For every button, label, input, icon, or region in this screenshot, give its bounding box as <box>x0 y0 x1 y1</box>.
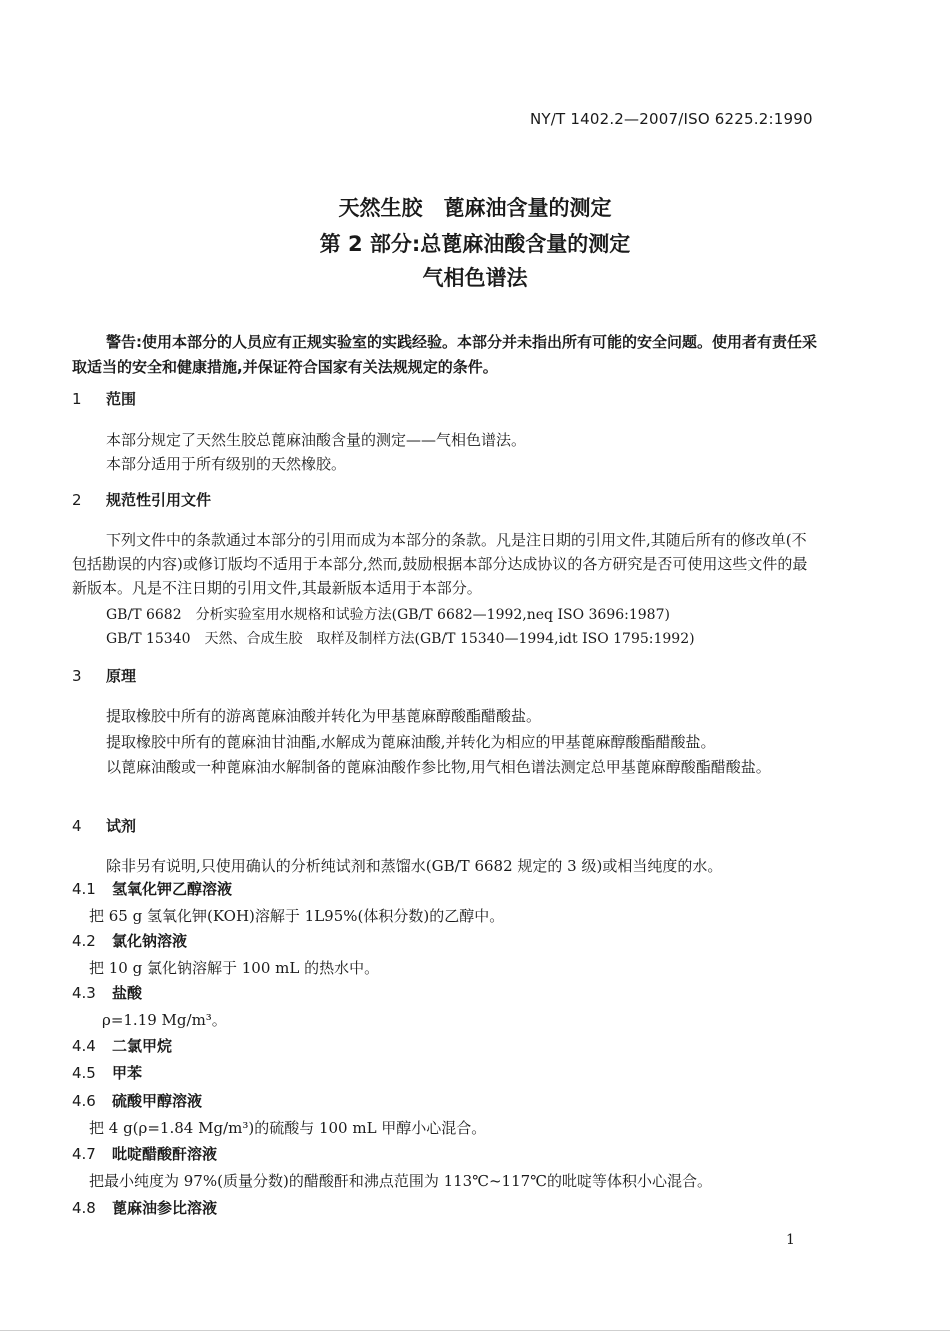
subsection-title: 氢氧化钾乙醇溶液 <box>112 880 233 898</box>
paragraph: 提取橡胶中所有的蓖麻油甘油酯,水解成为蓖麻油酸,并转化为相应的甲基蓖麻醇酸酯醋酸盐。 <box>106 733 716 751</box>
section-heading-principle <box>72 665 136 686</box>
paragraph: 本部分规定了天然生胶总蓖麻油酸含量的测定——气相色谱法。 <box>106 431 527 449</box>
subsection-heading-4-5 <box>72 1062 142 1083</box>
paragraph: 把最小纯度为 97%(质量分数)的醋酸酐和沸点范围为 113℃~117℃的吡啶等体积小心混合。 <box>89 1172 712 1190</box>
section-heading-normative-references <box>72 489 211 510</box>
section-number: 3 <box>72 667 82 685</box>
footer-divider <box>0 1330 950 1331</box>
subsection-title: 硫酸甲醇溶液 <box>112 1092 203 1110</box>
paragraph: ρ=1.19 Mg/m³。 <box>102 1011 227 1029</box>
section-title: 规范性引用文件 <box>106 491 212 509</box>
subsection-number: 4.7 <box>72 1145 96 1163</box>
paragraph: 提取橡胶中所有的游离蓖麻油酸并转化为甲基蓖麻醇酸酯醋酸盐。 <box>106 707 542 725</box>
section-number: 2 <box>72 491 82 509</box>
section-number: 1 <box>72 390 82 408</box>
standard-number: NY/T 1402.2—2007/ISO 6225.2:1990 <box>530 110 813 128</box>
reference-gbt-15340: GB/T 15340 天然、合成生胶 取样及制样方法(GB/T 15340—1994,idt ISO 1795:1992) <box>106 631 695 647</box>
subsection-number: 4.2 <box>72 932 96 950</box>
safety-warning: 警告:使用本部分的人员应有正规实验室的实践经验。本部分并未指出所有可能的安全问题。使用者有责任采取适当的安全和健康措施,并保证符合国家有关法规规定的条件。 <box>72 333 818 376</box>
reference-gbt-6682: GB/T 6682 分析实验室用水规格和试验方法(GB/T 6682—1992,neq ISO 3696:1987) <box>106 607 670 623</box>
subsection-heading-4-1 <box>72 878 232 899</box>
subsection-heading-4-4 <box>72 1035 172 1056</box>
subsection-title: 甲苯 <box>112 1064 143 1082</box>
subsection-number: 4.5 <box>72 1064 96 1082</box>
subsection-title: 氯化钠溶液 <box>112 932 188 950</box>
paragraph: 以蓖麻油酸或一种蓖麻油水解制备的蓖麻油酸作参比物,用气相色谱法测定总甲基蓖麻醇酸酯醋酸盐。 <box>106 758 771 776</box>
paragraph: 把 4 g(ρ=1.84 Mg/m³)的硫酸与 100 mL 甲醇小心混合。 <box>89 1119 487 1137</box>
paragraph: 把 65 g 氢氧化钾(KOH)溶解于 1L95%(体积分数)的乙醇中。 <box>89 907 505 925</box>
subsection-number: 4.3 <box>72 984 96 1002</box>
paragraph: 把 10 g 氯化钠溶解于 100 mL 的热水中。 <box>89 959 380 977</box>
subsection-title: 蓖麻油参比溶液 <box>112 1199 218 1217</box>
subsection-heading-4-7 <box>72 1143 217 1164</box>
page-number: 1 <box>786 1232 795 1248</box>
subsection-heading-4-8 <box>72 1197 217 1218</box>
section-title: 原理 <box>106 667 137 685</box>
paragraph: 下列文件中的条款通过本部分的引用而成为本部分的条款。凡是注日期的引用文件,其随后所有的修改单(不包括勘误的内容)或修订版均不适用于本部分,然而,鼓励根据本部分达成协议的各方研究是否可使用这些文件的最新版本。凡是不注日期的引用文件,其最新版本适用于本部分。 <box>72 531 808 597</box>
subsection-number: 4.6 <box>72 1092 96 1110</box>
subsection-number: 4.8 <box>72 1199 96 1217</box>
section-title: 范围 <box>106 390 137 408</box>
paragraph: 本部分适用于所有级别的天然橡胶。 <box>106 455 347 473</box>
subsection-heading-4-3 <box>72 982 142 1003</box>
document-title-line-1: 天然生胶 蓖麻油含量的测定 <box>338 196 612 220</box>
subsection-title: 盐酸 <box>112 984 143 1002</box>
subsection-number: 4.4 <box>72 1037 96 1055</box>
subsection-number: 4.1 <box>72 880 96 898</box>
document-title-line-2: 第 2 部分:总蓖麻油酸含量的测定 <box>319 232 631 256</box>
section-heading-scope <box>72 388 136 409</box>
subsection-title: 二氯甲烷 <box>112 1037 173 1055</box>
section-title: 试剂 <box>106 817 137 835</box>
subsection-title: 吡啶醋酸酐溶液 <box>112 1145 218 1163</box>
section-number: 4 <box>72 817 82 835</box>
subsection-heading-4-2 <box>72 930 187 951</box>
section-heading-reagents <box>72 815 136 836</box>
paragraph: 除非另有说明,只使用确认的分析纯试剂和蒸馏水(GB/T 6682 规定的 3 级)或相当纯度的水。 <box>106 857 723 875</box>
subsection-heading-4-6 <box>72 1090 202 1111</box>
document-title-line-3: 气相色谱法 <box>422 266 528 290</box>
